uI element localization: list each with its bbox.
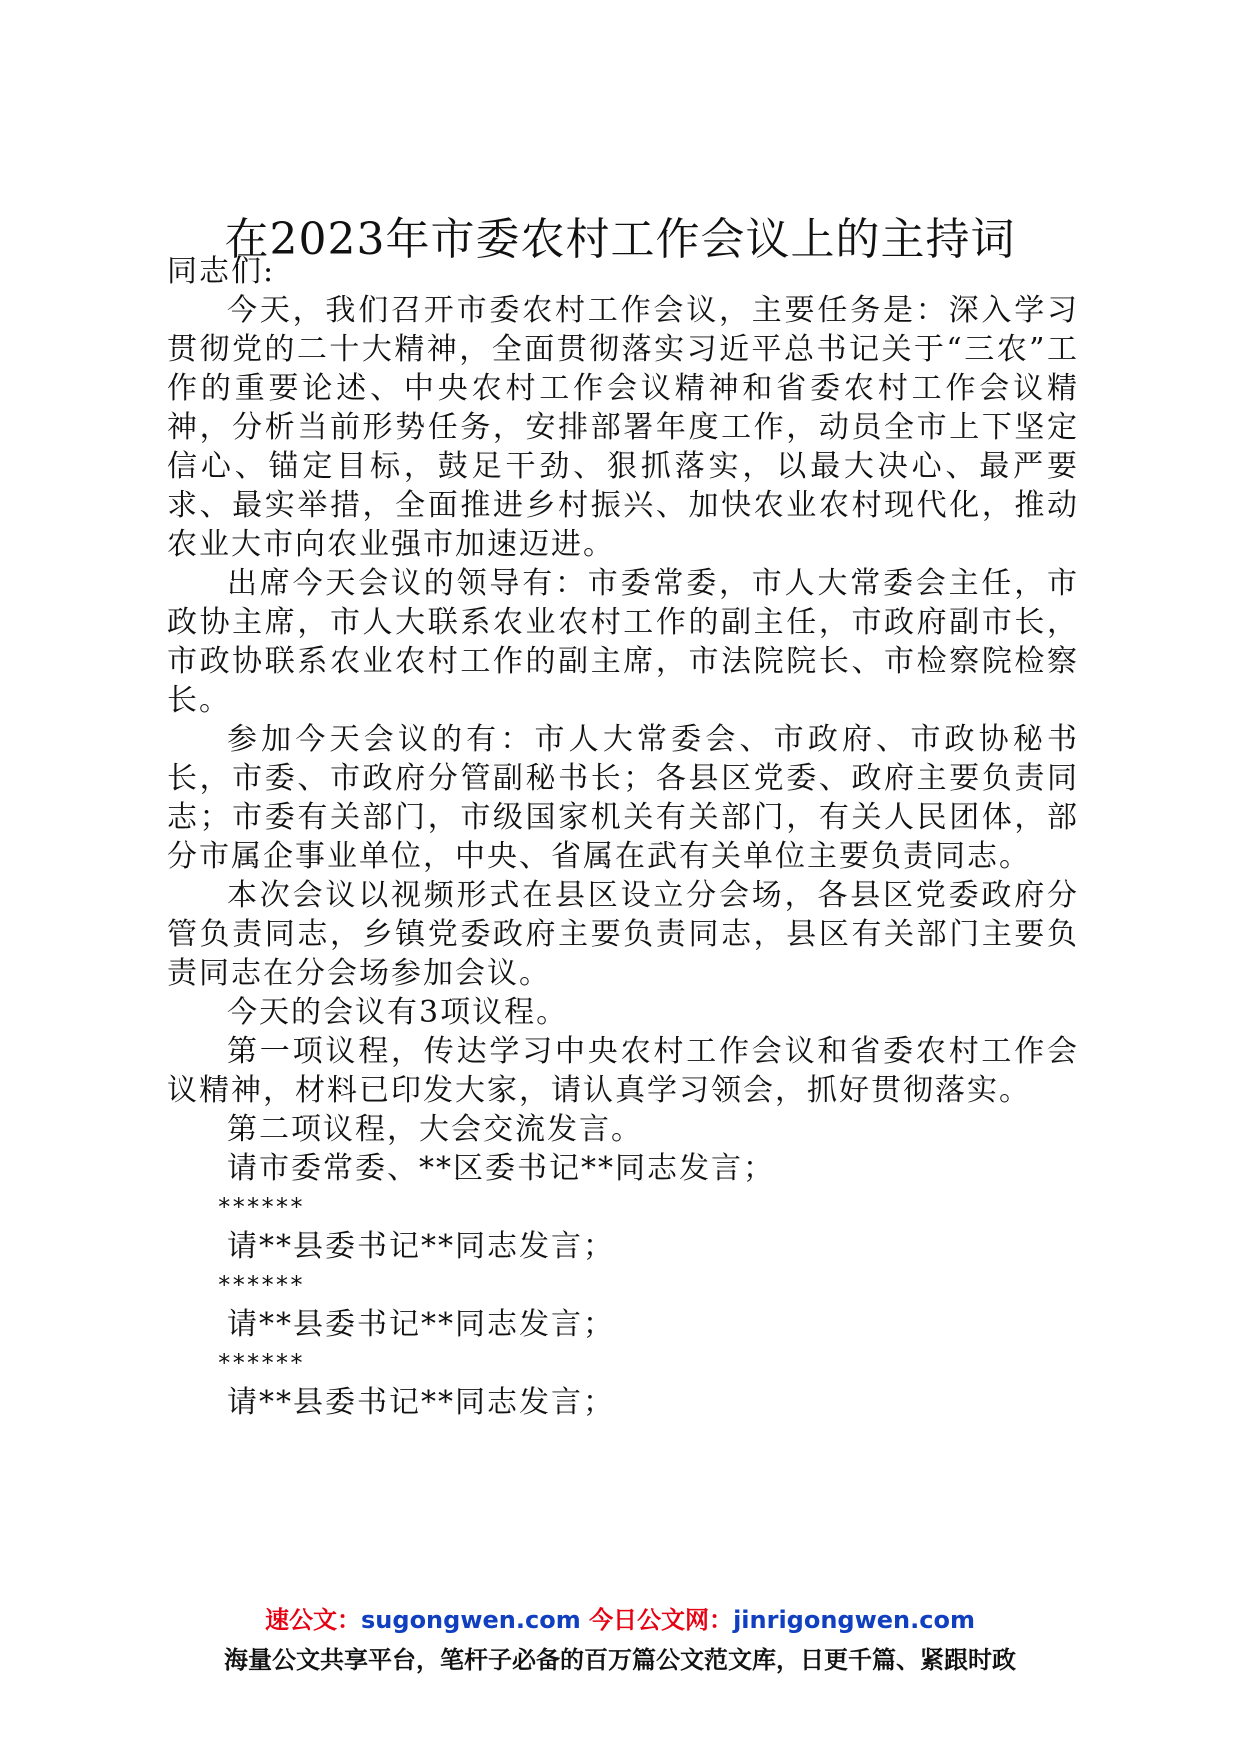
footer-brand-2: 今日公文网： xyxy=(589,1606,734,1634)
separator-stars: ****** xyxy=(217,1193,304,1221)
paragraph: 第一项议程，传达学习中央农村工作会议和省委农村工作会议精神，材料已印发大家，请认真学习领会，抓好贯彻落实。 xyxy=(167,1034,1079,1108)
paragraph: 出席今天会议的领导有：市委常委，市人大常委会主任，市政协主席，市人大联系农业农村工作的副主任，市政府副市长，市政协联系农业农村工作的副主席，市法院院长、市检察院检察长。 xyxy=(167,566,1079,718)
paragraph: 第二项议程，大会交流发言。 xyxy=(227,1112,643,1147)
speaker-line: 请市委常委、**区委书记**同志发言； xyxy=(227,1151,775,1186)
paragraph: 本次会议以视频形式在县区设立分会场，各县区党委政府分管负责同志，乡镇党委政府主要负责同志，县区有关部门主要负责同志在分会场参加会议。 xyxy=(167,878,1079,991)
footer-links xyxy=(0,1600,1240,1635)
footer-link-2[interactable]: jinrigongwen.com xyxy=(733,1606,975,1634)
document-body xyxy=(167,252,1079,1422)
paragraph: 今天的会议有3项议程。 xyxy=(227,995,569,1030)
speaker-line: 请**县委书记**同志发言； xyxy=(227,1229,615,1264)
footer-brand-1: 速公文： xyxy=(265,1606,362,1634)
separator-stars: ****** xyxy=(217,1271,304,1299)
speaker-line: 请**县委书记**同志发言； xyxy=(227,1385,615,1420)
paragraph: 参加今天会议的有：市人大常委会、市政府、市政协秘书长，市委、市政府分管副秘书长；各县区党委、政府主要负责同志；市委有关部门，市级国家机关有关部门，有关人民团体，部分市属企事业单位，中央、省属在武有关单位主要负责同志。 xyxy=(167,722,1079,874)
separator-stars: ****** xyxy=(217,1349,304,1377)
footer-slogan: 海量公文共享平台，笔杆子必备的百万篇公文范文库，日更千篇、紧跟时政 xyxy=(224,1646,1016,1674)
greeting: 同志们: xyxy=(167,254,276,289)
paragraph: 今天，我们召开市委农村工作会议，主要任务是：深入学习贯彻党的二十大精神，全面贯彻落实习近平总书记关于“三农”工作的重要论述、中央农村工作会议精神和省委农村工作会议精神，分析当前形势任务，安排部署年度工作，动员全市上下坚定信心、锚定目标，鼓足干劲、狠抓落实，以最大决心、最严要求、最实举措，全面推进乡村振兴、加快农业农村现代化，推动农业大市向农业强市加速迈进。 xyxy=(167,293,1079,562)
footer-link-1[interactable]: sugongwen.com xyxy=(361,1606,581,1634)
document-title: 在2023年市委农村工作会议上的主持词 xyxy=(224,214,1016,265)
speaker-line: 请**县委书记**同志发言； xyxy=(227,1307,615,1342)
